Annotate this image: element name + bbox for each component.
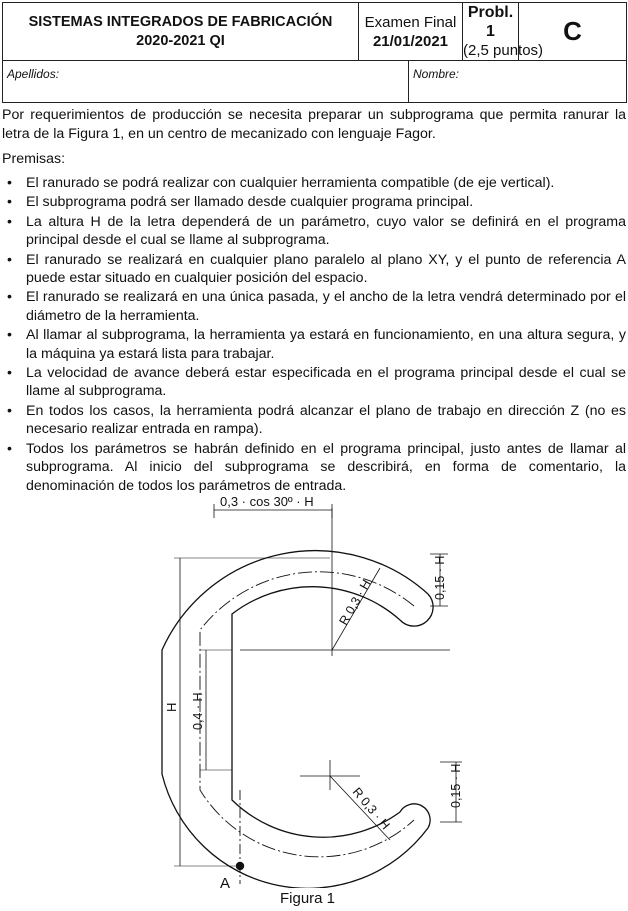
slot-end-bottom — [400, 804, 430, 828]
exam-header — [2, 2, 627, 103]
premises-label: Premisas: — [2, 151, 66, 167]
dim-right-top-label: 0,15 · H — [433, 555, 447, 600]
dim-radius-top-label: R 0,3 · H — [336, 577, 374, 628]
dim-radius-bottom-label: R 0,3 · H — [349, 784, 393, 833]
dim-straight-label: 0,4 · H — [191, 692, 205, 730]
course-title-cell — [3, 3, 359, 61]
problem-cell — [463, 3, 544, 61]
point-a-label: A — [220, 875, 231, 888]
exam-letter: C — [519, 3, 627, 61]
dim-height-label: H — [164, 702, 179, 712]
dim-right-bottom-label: 0,15 · H — [449, 763, 463, 808]
intro-paragraph: Por requerimientos de producción se necesita preparar un subprograma que permita ranurar la letra de la Figura 1, en un centro de mecanizado con lenguaje Fagor. — [2, 107, 626, 142]
problem-label: Probl. 1 — [467, 4, 514, 40]
figure-1-drawing — [0, 492, 628, 888]
exam-label: Examen Final — [364, 13, 457, 31]
surname-field[interactable] — [3, 61, 409, 103]
dim-top-label: 0,3 · cos 30º · H — [220, 494, 314, 509]
list-item: • En todos los casos, la herramienta podrá alcanzar el plano de trabajo en dirección Z (no es necesario realizar entrada en rampa). — [0, 402, 626, 439]
slot-inner-contour — [232, 587, 400, 838]
list-item: • Todos los parámetros se habrán definido en el programa principal, justo antes de llamar al subprograma. Al inicio del subprograma se describirá, en forma de comentario, la denominación de todos los parámetros de entrada. — [0, 440, 626, 495]
list-item: • El ranurado se realizará en una única pasada, y el ancho de la letra vendrá determinado por el diámetro de la herramienta. — [0, 288, 626, 325]
name-field[interactable] — [409, 61, 627, 103]
course-term: 2020-2021 QI — [136, 32, 225, 49]
exam-cell — [359, 3, 463, 61]
premises-list — [0, 174, 626, 496]
surname-label: Apellidos: — [7, 67, 60, 81]
list-item: • La velocidad de avance deberá estar especificada en el programa principal desde el cual se llame al subprograma. — [0, 364, 626, 401]
problem-points: (2,5 puntos) — [463, 42, 544, 59]
list-item: • La altura H de la letra dependerá de un parámetro, cuyo valor se definirá en el programa principal desde el cual se llame al subprograma. — [0, 213, 626, 250]
list-item: • El ranurado se realizará en cualquier plano paralelo al plano XY, y el punto de referencia A puede estar situado en cualquier posición del espacio. — [0, 251, 626, 288]
figure-caption: Figura 1 — [280, 890, 336, 907]
list-item: • El subprograma podrá ser llamado desde cualquier programa principal. — [0, 193, 626, 211]
name-label: Nombre: — [413, 67, 460, 81]
list-item: • Al llamar al subprograma, la herramienta ya estará en funcionamiento, en una altura segura, y la máquina ya estará lista para trabajar. — [0, 326, 626, 363]
reference-point-a — [236, 862, 244, 870]
exam-date: 21/01/2021 — [372, 32, 449, 50]
list-item: • El ranurado se podrá realizar con cualquier herramienta compatible (de eje vertical). — [0, 174, 626, 192]
course-title: SISTEMAS INTEGRADOS DE FABRICACIÓN — [28, 13, 333, 30]
